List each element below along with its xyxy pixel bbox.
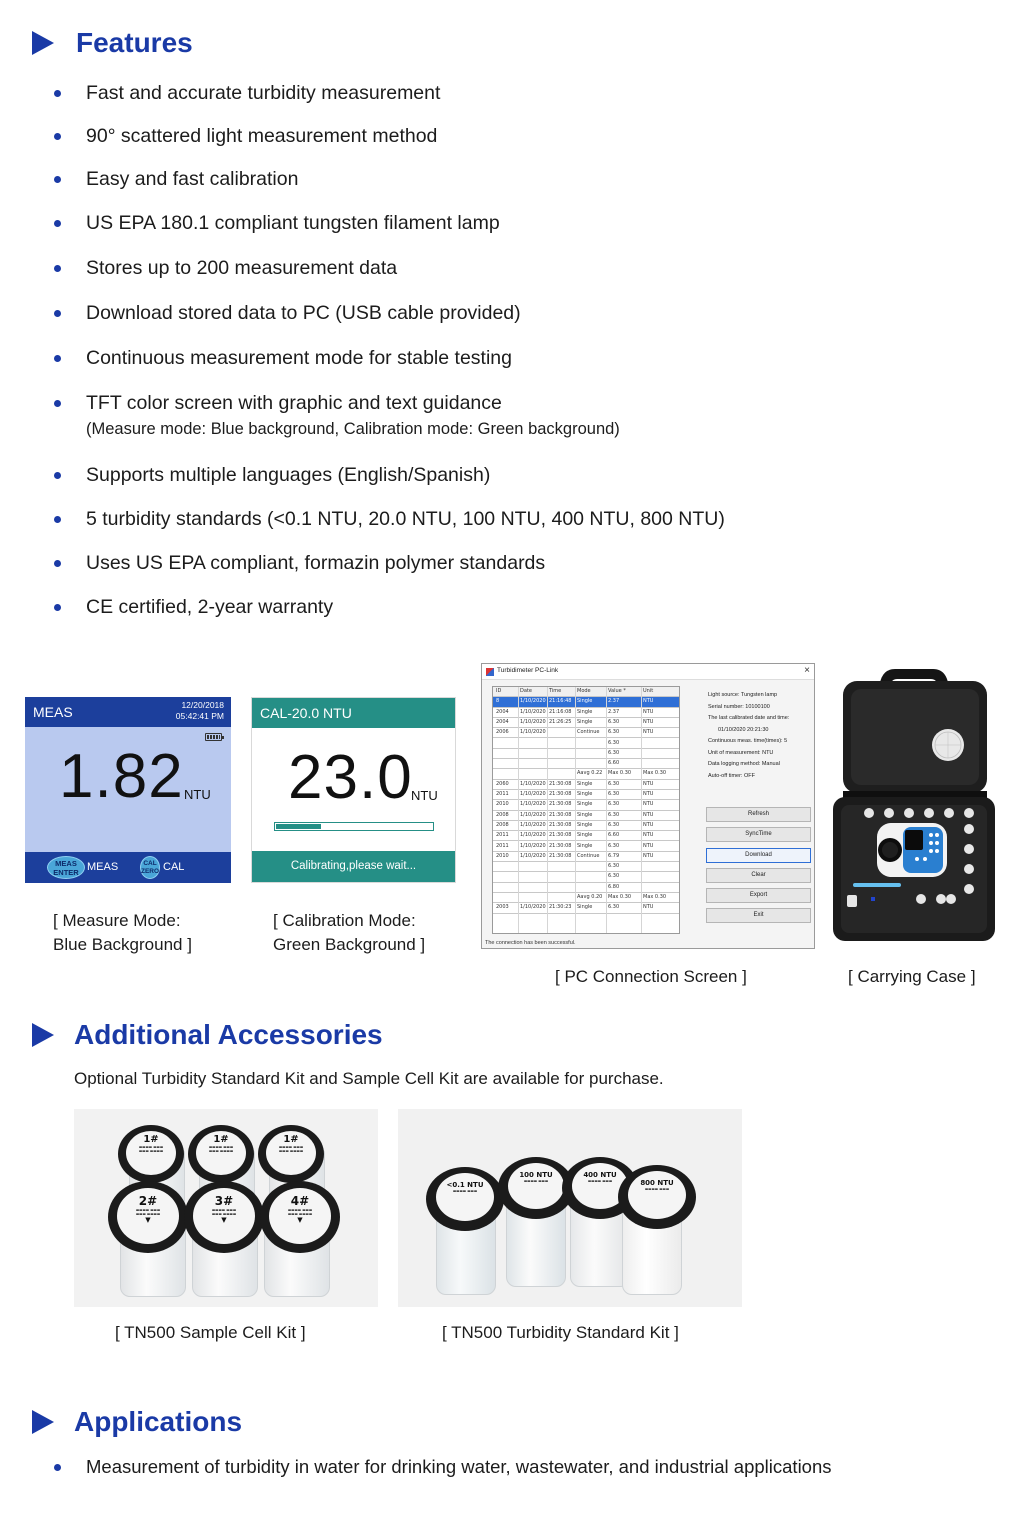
table-header [493, 687, 679, 697]
column-divider [575, 687, 576, 933]
accessories-title: Additional Accessories [74, 1019, 383, 1050]
table-cell: 21:30:08 [549, 791, 572, 797]
measurement-table[interactable] [492, 686, 680, 934]
table-header-cell: ID [496, 688, 502, 694]
table-cell: NTU [643, 852, 654, 859]
table-row[interactable] [493, 769, 679, 779]
section-arrow-icon [32, 1410, 54, 1434]
table-cell: Continue [577, 852, 600, 859]
table-cell: NTU [643, 791, 654, 797]
calibration-caption-line1: [ Calibration Mode: [273, 911, 416, 930]
table-cell: 21:16:48 [549, 698, 572, 705]
download-button[interactable]: Download [706, 848, 811, 863]
table-row[interactable] [493, 883, 679, 893]
table-cell: NTU [643, 698, 654, 705]
table-cell: NTU [643, 832, 654, 839]
table-cell: 6.30 [608, 821, 620, 828]
device-info-line: 01/10/2020 20:21:30 [718, 726, 769, 733]
measure-datetime [176, 700, 224, 722]
table-cell: 2006 [496, 729, 509, 736]
standard-label: <0.1 NTU ▬▬▬▬ ▬▬▬ [436, 1173, 494, 1221]
list-item [54, 345, 512, 371]
cal-zero-icon [140, 856, 160, 879]
table-cell: 2004 [496, 708, 509, 715]
table-cell: Single [577, 708, 593, 715]
table-row[interactable] [493, 842, 679, 852]
table-cell: 8 [496, 698, 500, 705]
table-row[interactable] [493, 759, 679, 769]
bullet-icon [54, 90, 61, 97]
section-arrow-icon [32, 31, 54, 55]
standard-label: 400 NTU ▬▬▬▬ ▬▬▬ [572, 1163, 628, 1209]
table-cell: 1/10/2020 [520, 842, 546, 849]
table-row[interactable] [493, 800, 679, 810]
device-info-line: Data logging method: Manual [708, 761, 780, 767]
table-cell: 21:30:08 [549, 811, 572, 818]
table-cell: Continue [577, 729, 600, 736]
table-cell: NTU [643, 821, 654, 828]
calibration-caption-line2: Green Background ] [273, 935, 426, 954]
table-header-cell: Value * [608, 688, 626, 694]
table-cell: Single [577, 811, 593, 818]
table-cell: 1/10/2020 [520, 698, 546, 705]
table-cell: NTU [643, 811, 654, 818]
feature-text: US EPA 180.1 compliant tungsten filament lamp [86, 212, 500, 234]
column-divider [606, 687, 607, 933]
table-cell: 6.30 [608, 863, 620, 870]
table-cell: 21:26:25 [549, 718, 572, 725]
list-item [54, 506, 725, 532]
feature-tft-note: (Measure mode: Blue background, Calibration mode: Green background) [86, 420, 620, 438]
table-cell: 6.30 [608, 729, 620, 736]
bullet-icon [54, 604, 61, 611]
table-cell: NTU [643, 801, 654, 808]
feature-text: Uses US EPA compliant, formazin polymer standards [86, 552, 546, 574]
pc-screen-caption: [ PC Connection Screen ] [555, 967, 747, 986]
measure-time: 05:42:41 PM [175, 711, 224, 721]
application-text: Measurement of turbidity in water for drinking water, wastewater, and industrial applications [86, 1456, 832, 1477]
feature-text: Easy and fast calibration [86, 168, 299, 190]
table-cell: 6.30 [608, 780, 620, 787]
table-cell: NTU [643, 718, 654, 725]
table-cell: Max 0.30 [643, 894, 667, 900]
features-heading [32, 27, 193, 59]
table-row[interactable] [493, 749, 679, 759]
table-cell: 6.30 [608, 811, 620, 818]
column-divider [547, 687, 548, 933]
measure-footer [25, 852, 231, 883]
table-cell: 1/10/2020 [520, 718, 546, 725]
cal-label: CAL [163, 861, 185, 873]
table-cell: 21:30:23 [549, 904, 572, 911]
table-row[interactable] [493, 862, 679, 872]
table-cell: 21:30:08 [549, 842, 572, 849]
table-cell: 6.80 [608, 883, 620, 890]
export-button[interactable]: Export [706, 888, 811, 903]
table-row[interactable] [493, 780, 679, 790]
table-cell: 21:30:08 [549, 780, 572, 787]
table-header-cell: Mode [577, 688, 591, 694]
table-row[interactable] [493, 821, 679, 831]
table-cell: Single [577, 791, 593, 797]
bullet-icon [54, 516, 61, 523]
cell-label: 3# ▬▬▬▬ ▬▬▬ ▬▬▬ ▬▬▬▬ ▼ [193, 1188, 255, 1244]
feature-text: Supports multiple languages (English/Spanish) [86, 464, 491, 486]
cell-label: 1# ▬▬▬▬ ▬▬▬ ▬▬▬ ▬▬▬▬ [196, 1131, 246, 1175]
list-item [54, 123, 437, 149]
table-cell: 2004 [496, 718, 509, 725]
calibration-progress-bar [274, 822, 434, 831]
table-cell: 6.60 [608, 832, 620, 839]
table-cell: 6.30 [608, 873, 620, 880]
standard-label: 800 NTU ▬▬▬▬ ▬▬▬ [628, 1171, 686, 1219]
bullet-icon [54, 133, 61, 140]
calibration-mode-caption [273, 909, 425, 957]
measure-caption-line2: Blue Background ] [53, 935, 192, 954]
column-divider [641, 687, 642, 933]
cal-zero-icon-text: CAL ZERO [141, 860, 160, 875]
calibration-mode-label: CAL-20.0 NTU [260, 705, 352, 721]
table-cell: 6.30 [608, 904, 620, 911]
table-row[interactable] [493, 697, 679, 707]
calibration-unit: NTU [411, 788, 438, 803]
refresh-button[interactable]: Refresh [706, 807, 811, 822]
table-cell: Max 0.30 [608, 770, 632, 777]
table-cell: 6.79 [608, 852, 620, 859]
table-cell: 2003 [496, 904, 509, 911]
table-cell: 21:30:08 [549, 801, 572, 808]
table-cell: 6.60 [608, 760, 620, 767]
table-row[interactable] [493, 739, 679, 749]
device-info-line: The last calibrated date and time: [708, 715, 790, 721]
calibration-header [252, 698, 455, 728]
table-cell: Single [577, 801, 593, 808]
carrying-case-illustration [833, 663, 995, 941]
table-cell: Single [577, 842, 593, 849]
table-row[interactable] [493, 852, 679, 862]
measure-date: 12/20/2018 [181, 700, 224, 710]
connection-status: The connection has been successful. [485, 940, 576, 946]
table-cell: Single [577, 698, 593, 705]
table-cell: Aavg 0.20 [577, 894, 603, 900]
measure-value: 1.82 [59, 742, 184, 811]
turbidity-standard-kit-image [398, 1109, 742, 1307]
table-cell: 2010 [496, 801, 509, 808]
measure-caption-line1: [ Measure Mode: [53, 911, 181, 930]
table-cell: 2060 [496, 780, 509, 787]
calibration-footer [252, 851, 455, 882]
table-row[interactable] [493, 728, 679, 738]
applications-title: Applications [74, 1406, 243, 1437]
table-cell: 6.30 [608, 801, 620, 808]
table-cell: 2010 [496, 852, 509, 859]
device-info-line: Auto-off timer: OFF [708, 772, 755, 779]
table-cell: Max 0.30 [608, 894, 632, 900]
measure-unit: NTU [184, 787, 211, 802]
list-item [54, 390, 620, 440]
device-info-line: Light source: Tungsten lamp [708, 692, 778, 698]
exit-button[interactable]: Exit [706, 908, 811, 923]
list-item [54, 80, 440, 106]
accessories-description: Optional Turbidity Standard Kit and Sample Cell Kit are available for purchase. [74, 1069, 664, 1088]
table-cell: 21:30:08 [549, 852, 572, 859]
close-icon[interactable]: × [804, 665, 810, 676]
table-cell: 2008 [496, 811, 509, 818]
table-cell: 1/10/2020 [520, 780, 546, 787]
table-row[interactable] [493, 708, 679, 718]
table-cell: 6.30 [608, 718, 620, 725]
table-cell: 1/10/2020 [520, 904, 546, 911]
table-cell: 1/10/2020 [520, 852, 546, 859]
carrying-case-image [833, 663, 995, 941]
table-cell: NTU [643, 708, 654, 715]
pc-link-window [481, 663, 815, 949]
device-info-panel [708, 690, 812, 782]
feature-tft-text: TFT color screen with graphic and text guidance [86, 392, 502, 414]
cell-label: 1# ▬▬▬▬ ▬▬▬ ▬▬▬ ▬▬▬▬ [126, 1131, 176, 1175]
bullet-icon [54, 400, 61, 407]
applications-heading [32, 1406, 242, 1438]
table-cell: NTU [643, 904, 654, 911]
window-titlebar [482, 664, 814, 680]
table-cell: 2011 [496, 832, 509, 839]
cell-label: 2# ▬▬▬▬ ▬▬▬ ▬▬▬ ▬▬▬▬ ▼ [117, 1188, 179, 1244]
feature-text: Fast and accurate turbidity measurement [86, 82, 441, 104]
table-cell: 6.30 [608, 739, 620, 746]
table-cell: 2011 [496, 791, 509, 797]
list-item [54, 594, 333, 620]
measure-mode-caption [53, 909, 192, 957]
table-cell: 2.37 [608, 698, 620, 705]
table-cell: 6.30 [608, 842, 620, 849]
table-cell: 2008 [496, 821, 509, 828]
cell-label: 4# ▬▬▬▬ ▬▬▬ ▬▬▬ ▬▬▬▬ ▼ [269, 1188, 331, 1244]
device-info-line: Continuous meas. time(times): 5 [708, 738, 788, 744]
battery-icon [205, 733, 222, 741]
table-cell: Single [577, 904, 593, 911]
window-title: Turbidimeter PC-Link [497, 667, 559, 674]
table-row[interactable] [493, 718, 679, 728]
feature-text: CE certified, 2-year warranty [86, 596, 334, 618]
bullet-icon [54, 220, 61, 227]
table-row[interactable] [493, 872, 679, 882]
feature-text: 5 turbidity standards (<0.1 NTU, 20.0 NTU, 100 NTU, 400 NTU, 800 NTU) [86, 508, 725, 530]
accessories-heading [32, 1019, 383, 1051]
device-info-line: Unit of measurement: NTU [708, 749, 774, 756]
table-cell: Single [577, 821, 593, 828]
table-cell: 1/10/2020 [520, 708, 546, 715]
table-header-cell: Date [520, 688, 532, 694]
feature-text: Continuous measurement mode for stable testing [86, 347, 512, 369]
list-item [54, 1454, 832, 1480]
table-row[interactable] [493, 790, 679, 800]
table-cell: 2011 [496, 842, 509, 849]
table-cell: 1/10/2020 [520, 821, 546, 828]
calibration-mode-screen [251, 697, 456, 883]
table-header-cell: Unit [643, 688, 654, 694]
calibration-progress-fill [276, 824, 321, 829]
table-cell: 6.30 [608, 749, 620, 756]
table-cell: NTU [643, 729, 654, 736]
table-cell: Single [577, 832, 593, 839]
feature-text: 90° scattered light measurement method [86, 125, 438, 147]
feature-text: Stores up to 200 measurement data [86, 257, 398, 279]
calibration-status: Calibrating,please wait... [290, 860, 417, 872]
table-cell: 2.37 [608, 708, 620, 715]
turbidity-standard-kit-caption: [ TN500 Turbidity Standard Kit ] [442, 1323, 679, 1342]
standard-label: 100 NTU ▬▬▬▬ ▬▬▬ [508, 1163, 564, 1209]
synctime-button[interactable]: SyncTime [706, 827, 811, 842]
list-item [54, 166, 298, 192]
table-cell: 1/10/2020 [520, 791, 546, 797]
table-cell: 21:30:08 [549, 821, 572, 828]
bullet-icon [54, 560, 61, 567]
table-cell: 1/10/2020 [520, 832, 546, 839]
meas-enter-icon [47, 856, 85, 879]
meas-enter-icon-text: MEAS ENTER [53, 859, 79, 877]
table-cell: Aavg 0.22 [577, 770, 603, 777]
table-cell: Max 0.30 [643, 770, 667, 777]
cell-label: 1# ▬▬▬▬ ▬▬▬ ▬▬▬ ▬▬▬▬ [266, 1131, 316, 1175]
table-row[interactable] [493, 831, 679, 841]
bullet-icon [54, 355, 61, 362]
bullet-icon [54, 265, 61, 272]
sample-cell-kit-image [74, 1109, 378, 1307]
calibration-value: 23.0 [288, 743, 413, 812]
measure-mode-label: MEAS [33, 704, 73, 720]
features-title: Features [76, 27, 193, 58]
list-item [54, 255, 397, 281]
carrying-case-caption: [ Carrying Case ] [848, 967, 976, 986]
list-item [54, 462, 490, 488]
feature-text: Download stored data to PC (USB cable provided) [86, 302, 521, 324]
table-cell: 1/10/2020 [520, 729, 546, 736]
device-info-line: Serial number: 10100100 [708, 703, 770, 710]
column-divider [518, 687, 519, 933]
bullet-icon [54, 176, 61, 183]
app-icon [486, 668, 494, 676]
bullet-icon [54, 472, 61, 479]
table-header-cell: Time [549, 688, 562, 694]
table-cell: NTU [643, 842, 654, 849]
table-cell: 21:16:08 [549, 708, 572, 715]
table-row[interactable] [493, 811, 679, 821]
feature-text [86, 390, 620, 440]
list-item [54, 210, 500, 236]
section-arrow-icon [32, 1023, 54, 1047]
table-cell: 6.30 [608, 791, 620, 797]
table-row[interactable] [493, 893, 679, 903]
list-item [54, 550, 545, 576]
bullet-icon [54, 310, 61, 317]
measure-mode-screen [25, 697, 231, 883]
table-cell: 21:30:08 [549, 832, 572, 839]
table-row[interactable] [493, 903, 679, 913]
table-cell: 1/10/2020 [520, 811, 546, 818]
table-cell: Single [577, 718, 593, 725]
bullet-icon [54, 1464, 61, 1471]
table-cell: 1/10/2020 [520, 801, 546, 808]
measure-header [25, 697, 231, 727]
meas-label: MEAS [87, 861, 119, 873]
list-item [54, 300, 521, 326]
table-cell: Single [577, 780, 593, 787]
table-cell: NTU [643, 780, 654, 787]
clear-button[interactable]: Clear [706, 868, 811, 883]
sample-cell-kit-caption: [ TN500 Sample Cell Kit ] [115, 1323, 306, 1342]
